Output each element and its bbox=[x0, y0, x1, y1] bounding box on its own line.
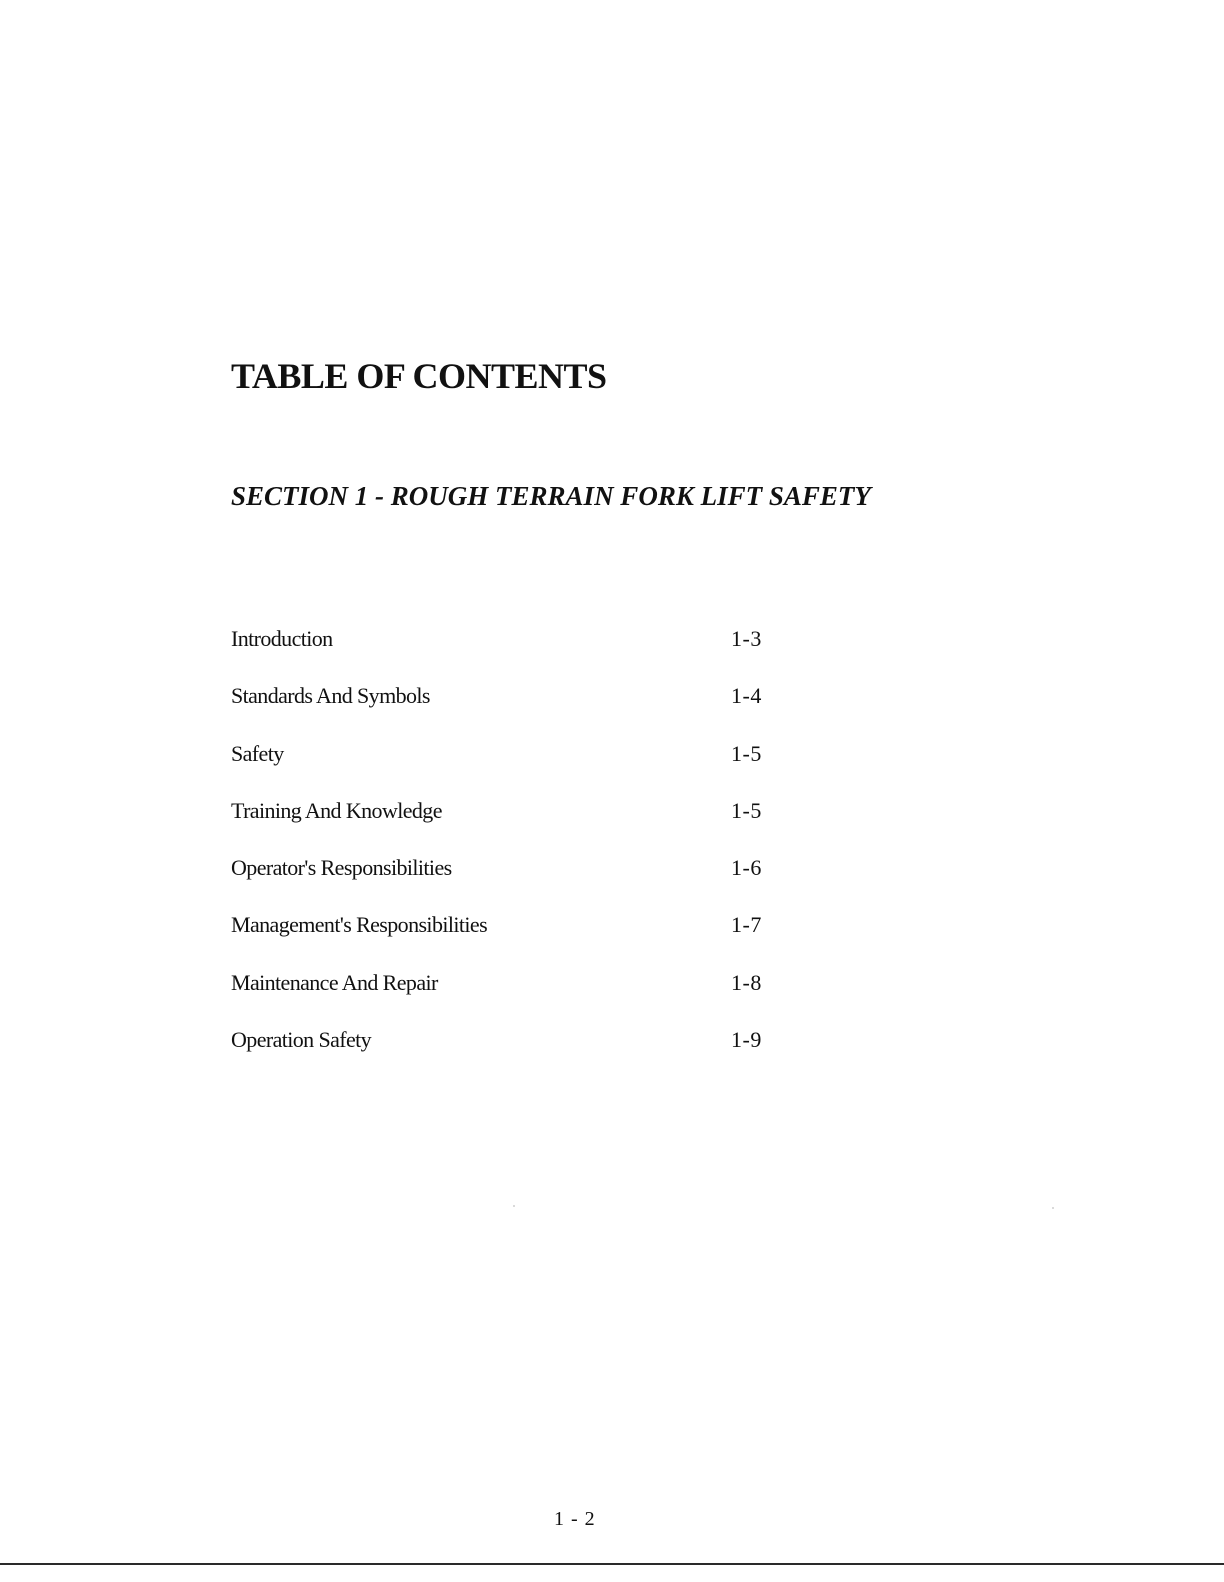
toc-entry-maintenance-and-repair bbox=[231, 969, 791, 1029]
toc-entry-training-and-knowledge bbox=[231, 797, 791, 857]
toc-entry-title: Management's Responsibilities bbox=[231, 912, 488, 938]
toc-entry-page: 1-8 bbox=[731, 969, 762, 995]
toc-entry-page: 1-5 bbox=[731, 740, 762, 766]
toc-entry-page: 1-5 bbox=[731, 797, 762, 823]
toc-list bbox=[231, 628, 791, 1086]
toc-entry-page: 1-4 bbox=[731, 683, 762, 709]
page-number: 1 - 2 bbox=[554, 1508, 596, 1530]
toc-entry-title: Maintenance And Repair bbox=[231, 969, 438, 995]
toc-entry-page: 1-9 bbox=[731, 1027, 762, 1053]
toc-entry-title: Training And Knowledge bbox=[231, 797, 442, 823]
toc-entry-page: 1-7 bbox=[731, 912, 762, 938]
toc-entry-operation-safety bbox=[231, 1029, 791, 1086]
scan-speck bbox=[1052, 1207, 1054, 1209]
toc-entry-introduction bbox=[231, 628, 791, 685]
toc-entry-page: 1-6 bbox=[731, 855, 762, 881]
toc-entry-title: Operation Safety bbox=[231, 1027, 372, 1053]
toc-entry-title: Standards And Symbols bbox=[231, 683, 430, 709]
toc-entry-safety bbox=[231, 740, 791, 800]
toc-entry-page: 1-3 bbox=[731, 626, 762, 651]
toc-entry-title: Operator's Responsibilities bbox=[231, 855, 452, 881]
page-title: TABLE OF CONTENTS bbox=[231, 356, 607, 396]
toc-entry-standards-and-symbols bbox=[231, 685, 791, 742]
toc-entry-title: Safety bbox=[231, 740, 284, 766]
toc-entry-operators-responsibilities bbox=[231, 857, 791, 914]
section-heading: SECTION 1 - ROUGH TERRAIN FORK LIFT SAFETY bbox=[231, 481, 871, 511]
toc-entry-managements-responsibilities bbox=[231, 914, 791, 971]
toc-entry-title: Introduction bbox=[231, 626, 333, 651]
scan-edge-rule bbox=[0, 1563, 1224, 1565]
scan-speck bbox=[513, 1205, 515, 1207]
